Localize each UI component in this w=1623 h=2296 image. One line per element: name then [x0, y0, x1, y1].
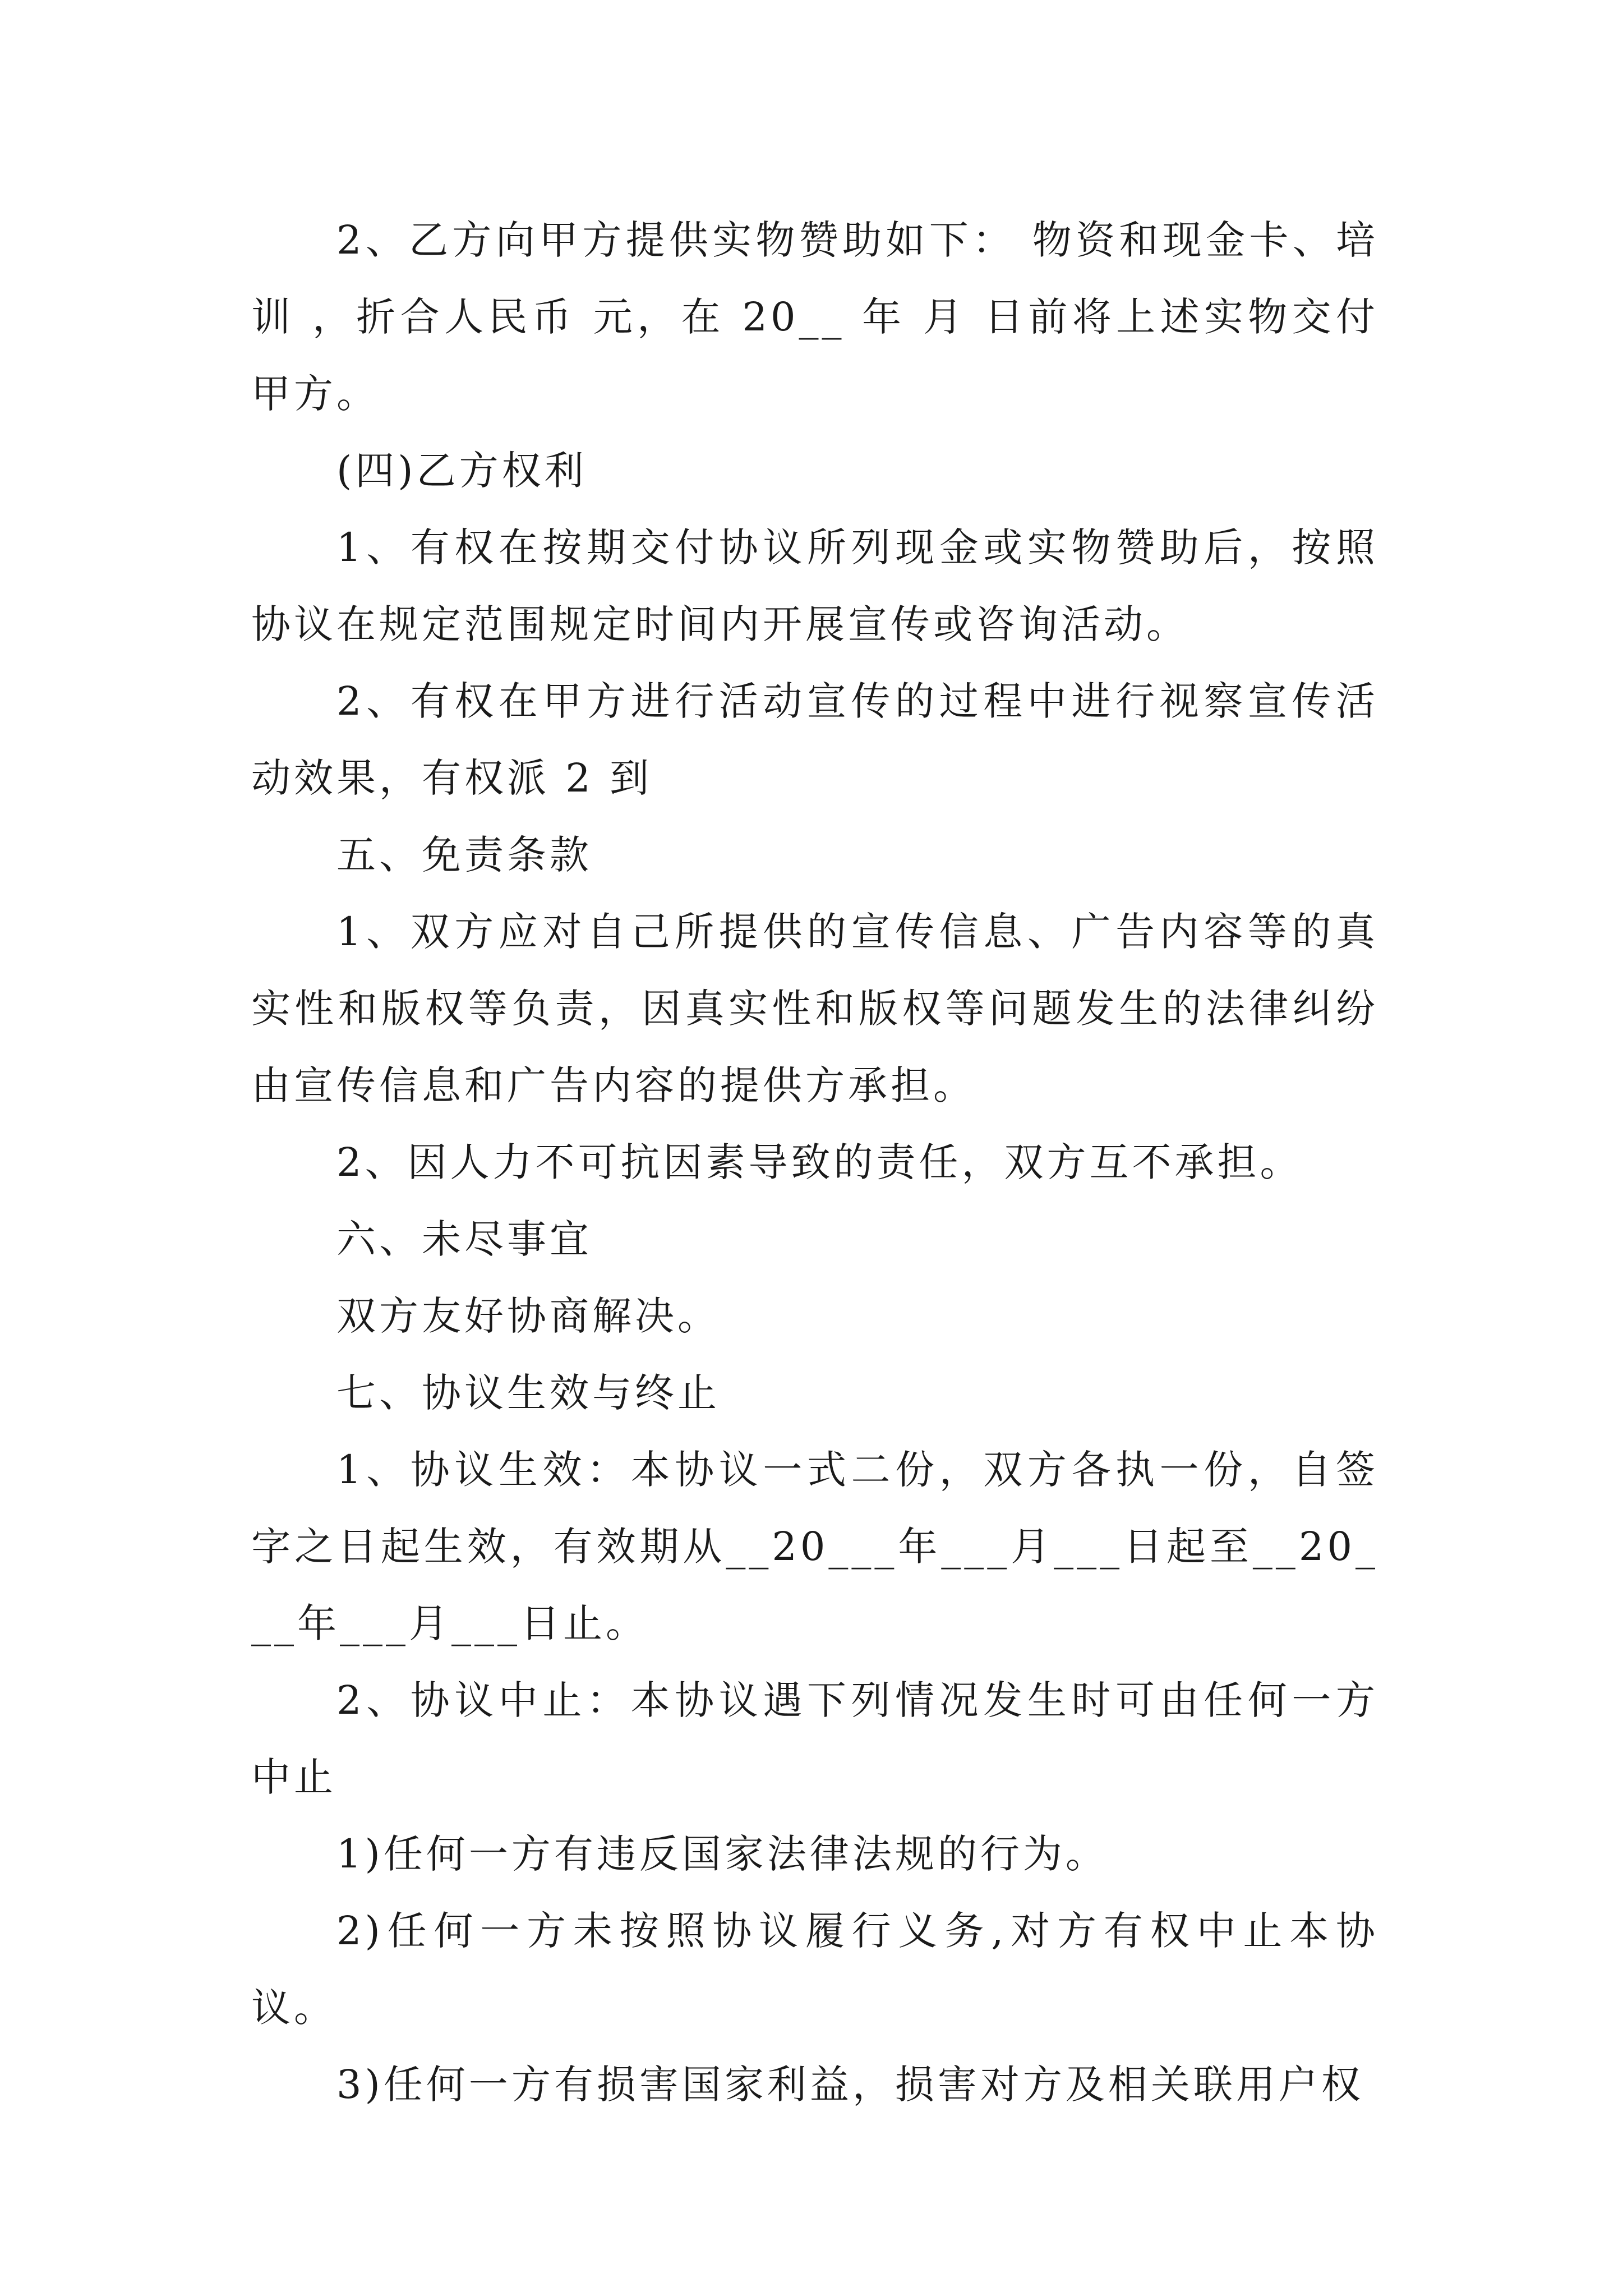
heading-party-b-rights: (四)乙方权利	[336, 448, 587, 494]
paragraph-right-inspection: 2、有权在甲方进行活动宣传的过程中进行视察宣传活动效果，有权派 2 到	[251, 678, 1378, 801]
paragraph-negotiation: 双方友好协商解决。	[336, 1293, 720, 1339]
paragraph-effective-date: 1、协议生效：本协议一式二份，双方各执一份，自签字之日起生效，有效期从__20___年___月___日起至__20___年___月___日止。	[251, 1447, 1378, 1646]
paragraph-disclaimer-authenticity: 1、双方应对自己所提供的宣传信息、广告内容等的真实性和版权等负责，因真实性和版权等问题发生的法律纠纷由宣传信息和广告内容的提供方承担。	[251, 909, 1378, 1108]
list-item-damage-interests: 3)任何一方有损害国家利益，损害对方及相关联用户权	[336, 2062, 1364, 2108]
heading-effect-termination: 七、协议生效与终止	[336, 1370, 720, 1416]
paragraph-right-publicity: 1、有权在按期交付协议所列现金或实物赞助后，按照协议在规定范围规定时间内开展宣传或咨询活动。	[251, 524, 1378, 647]
paragraph-disclaimer-force-majeure: 2、因人力不可抗因素导致的责任，双方互不承担。	[336, 1139, 1303, 1185]
document-body	[251, 202, 1378, 2123]
list-item-breach-obligation: 2)任何一方未按照协议履行义务,对方有权中止本协议。	[251, 1908, 1378, 2031]
paragraph-suspension: 2、协议中止：本协议遇下列情况发生时可由任何一方中止	[251, 1677, 1378, 1800]
heading-disclaimer: 五、免责条款	[336, 832, 592, 878]
paragraph-sponsorship-goods: 2、乙方向甲方提供实物赞助如下： 物资和现金卡、培训 ，折合人民币 元，在 20__ 年 月 日前将上述实物交付甲方。	[251, 217, 1378, 417]
heading-outstanding-matters: 六、未尽事宜	[336, 1216, 592, 1262]
list-item-violation-law: 1)任何一方有违反国家法律法规的行为。	[336, 1831, 1108, 1877]
